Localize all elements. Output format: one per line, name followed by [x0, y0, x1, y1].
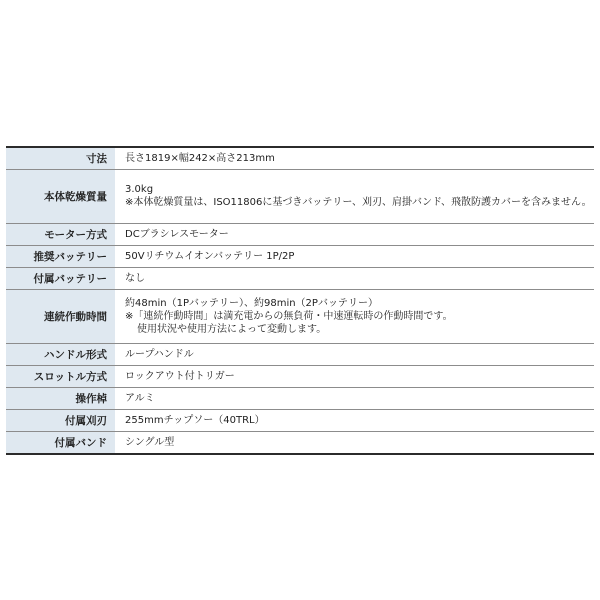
spec-label: 本体乾燥質量	[6, 169, 115, 223]
spec-value-line: 3.0kg	[125, 184, 154, 195]
spec-value-line: DCブラシレスモーター	[125, 228, 229, 240]
spec-value	[115, 289, 594, 343]
spec-label: 推奨バッテリー	[6, 245, 115, 267]
spec-note-line: 使用状況や使用方法によって変動します。	[137, 323, 327, 335]
spec-label: ハンドル形式	[6, 343, 115, 365]
spec-value-line: ロックアウト付トリガー	[125, 370, 235, 382]
spec-value-line: 255mmチップソー（40TRL）	[125, 414, 265, 426]
spec-label: 連続作動時間	[6, 289, 115, 343]
spec-value-line: アルミ	[125, 392, 155, 404]
spec-value	[115, 223, 594, 245]
spec-row-recommended-battery	[6, 245, 594, 267]
spec-row-included-battery	[6, 267, 594, 289]
spec-row-run-time	[6, 289, 594, 343]
spec-note-line: ※「連続作動時間」は満充電からの無負荷・中速運転時の作動時間です。	[125, 310, 453, 322]
spec-label: スロットル方式	[6, 365, 115, 387]
spec-row-dry-weight	[6, 169, 594, 223]
spec-value-line: 50Vリチウムイオンバッテリー 1P/2P	[125, 250, 295, 262]
spec-value	[115, 431, 594, 454]
spec-value	[115, 365, 594, 387]
spec-row-shaft	[6, 387, 594, 409]
spec-value	[115, 387, 594, 409]
spec-value-line: なし	[125, 272, 145, 284]
spec-table	[6, 146, 594, 455]
spec-row-throttle-type	[6, 365, 594, 387]
spec-row-included-band	[6, 431, 594, 454]
spec-value	[115, 169, 594, 223]
spec-label: 付属バッテリー	[6, 267, 115, 289]
spec-value	[115, 343, 594, 365]
spec-label: モーター方式	[6, 223, 115, 245]
spec-value-line: シングル型	[125, 436, 175, 448]
spec-value-line: ループハンドル	[125, 348, 194, 360]
spec-value	[115, 147, 594, 169]
spec-value	[115, 267, 594, 289]
spec-note-line: ※本体乾燥質量は、ISO11806に基づきバッテリー、刈刃、肩掛バンド、飛散防護カバーを含みません。	[125, 197, 592, 208]
spec-row-included-blade	[6, 409, 594, 431]
spec-value	[115, 245, 594, 267]
spec-label: 寸法	[6, 147, 115, 169]
spec-value-line: 長さ1819×幅242×高さ213mm	[125, 152, 275, 164]
spec-row-dimensions	[6, 147, 594, 169]
spec-label: 操作棹	[6, 387, 115, 409]
spec-row-motor-type	[6, 223, 594, 245]
spec-label: 付属バンド	[6, 431, 115, 454]
spec-label: 付属刈刃	[6, 409, 115, 431]
spec-row-handle-type	[6, 343, 594, 365]
spec-value	[115, 409, 594, 431]
spec-value-line: 約48min（1Pバッテリー）、約98min（2Pバッテリー）	[125, 297, 378, 309]
